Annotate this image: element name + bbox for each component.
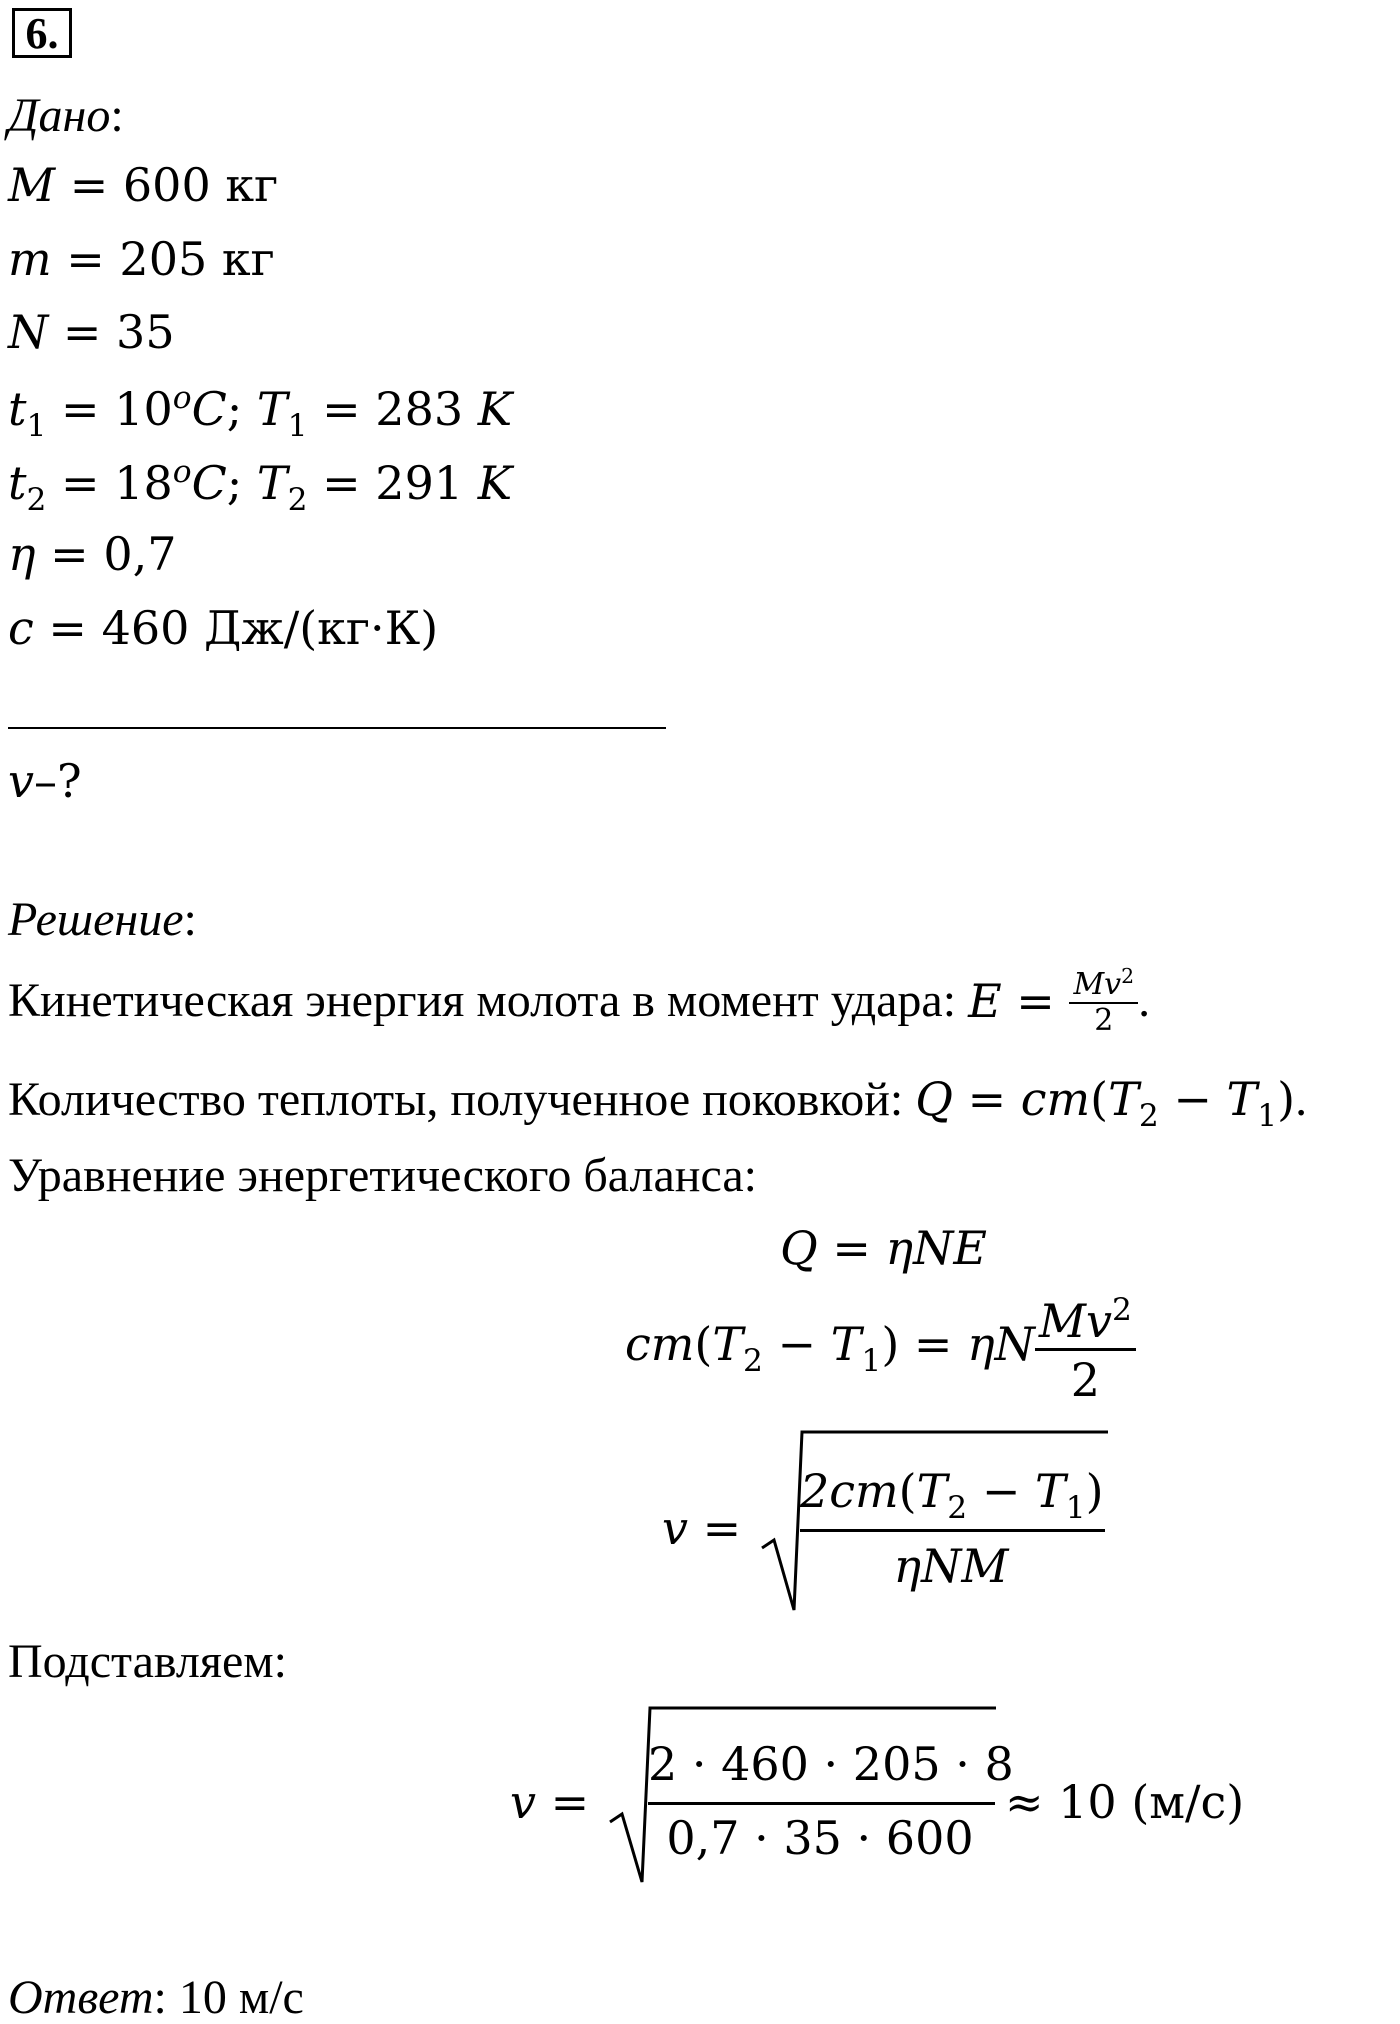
given-N-value: 35 [116,305,175,359]
symbolic-denominator: ηNM [893,1539,1009,1593]
given-heat-capacity: c = 460 Дж/(кг·К) [8,601,439,655]
balance-text: Уравнение энергетического баланса: [8,1149,757,1202]
given-temp-1: $t_1 = 10^oC$; $T_1 = 283$ K [8,380,513,445]
answer-label: Ответ [8,1971,154,2024]
given-eta-value: 0,7 [103,527,177,581]
given-temp-2: $t_2 = 18^oC$; $T_2 = 291$ K [8,454,513,519]
answer-line: Ответ: 10 м/с [8,1971,304,2024]
given-efficiency: η = 0,7 [8,527,177,581]
numeric-numerator: 2 · 460 · 205 · 8 [648,1737,1014,1791]
given-strikes: N = 35 [8,305,175,359]
numeric-fraction-bar [648,1802,995,1805]
solution-label: Решение [8,893,184,946]
equation-balance-expanded: $cm(T_2 - T_1) = \eta N$ $\frac{Mv^2}{2}$ [625,1295,1136,1403]
given-divider [8,727,666,729]
problem-number: 6. [12,8,72,58]
given-M-value: 600 кг [122,158,279,212]
given-m-value: 205 кг [119,232,275,286]
given-mass-forging: m = 205 кг [8,232,275,286]
given-T1-value: 283 [375,382,464,437]
kinetic-formula-fraction: $\frac{Mv^2}{2}$ [1069,966,1138,1036]
given-c-value: 460 Дж/(кг·К) [101,601,439,655]
substitute-text: Подставляем: [8,1635,287,1688]
numeric-result: ≈ 10 (м/с) [1005,1775,1245,1829]
find-text: –? [34,754,82,808]
given-t1-value: 10 [114,382,173,437]
given-t2-value: 18 [114,456,173,511]
solution-heading: Решение: [8,893,197,946]
heat-line: Количество теплоты, полученное поковкой: $Q = cm(T_2 - T_1)$. [8,1072,1308,1134]
heat-text: Количество теплоты, полученное поковкой: [8,1073,916,1126]
balance-fraction: $\frac{Mv^2}{2}$ [1035,1295,1136,1403]
answer-value: 10 м/с [178,1971,304,2024]
equation-q-eta-n-e: Q = ηNE [780,1221,987,1275]
numeric-denominator: 0,7 · 35 · 600 [666,1811,974,1865]
velocity-symbol-numeric: v = [510,1775,590,1829]
symbolic-fraction-bar [800,1529,1105,1532]
velocity-symbol: v = [662,1501,742,1555]
given-label: Дано [8,89,111,142]
given-T2-value: 291 [375,456,464,511]
find-velocity: v–? [8,754,82,808]
given-mass-hammer: M = 600 кг [8,158,279,212]
kinetic-text: Кинетическая энергия молота в момент удара: [8,974,969,1028]
given-heading: Дано: [8,89,124,142]
kinetic-energy-line: Кинетическая энергия молота в момент удара: E = $\frac{Mv^2}{2}$ . [8,964,1151,1039]
symbolic-numerator: $2cm(T_2 - T_1)$ [800,1464,1104,1526]
